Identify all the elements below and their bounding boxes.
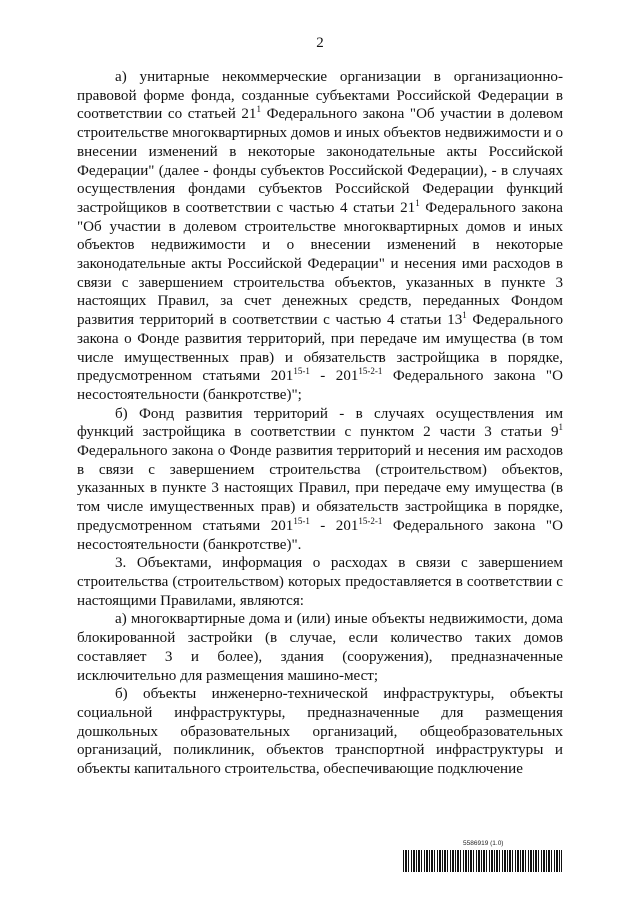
paragraph-3-objects [77, 554, 563, 610]
text-run: б) объекты инженерно-технической инфраструктуры, объекты социальной инфраструктуры, предназначенные для размещения дошкольных образовательных организаций, общеобразовательных организаций, поликлиник, объектов транспортной инфраструктуры и объекты капитального строительства, обеспечивающие подключение [77, 686, 563, 778]
paragraph-b-territory-fund [77, 405, 563, 555]
text-run: - 201 [309, 517, 359, 534]
text-run: Федерального закона "Об участии в долевом строительстве многоквартирных домов и иных объектов недвижимости и о внесении изменений в некоторые законодательные акты Российской Федерации" и несения ими расходов в связи с завершением строительства объектов, указанных в пункте 3 настоящих Правил, за счет денежных средств, переданных Фондом развития территорий в соответствии с частью 4 статьи 13 [77, 199, 563, 329]
text-run: Федерального закона о Фонде развития территорий, при передаче им имущества (в том числе имущественных прав) и обязательств застройщика в порядке, предусмотренном статьями 201 [77, 312, 563, 385]
superscript-index: 1 [256, 104, 261, 115]
superscript-index: 15-2-1 [358, 515, 383, 526]
barcode-image [403, 850, 562, 872]
superscript-index: 15-1 [293, 515, 310, 526]
text-run: б) Фонд развития территорий - в случаях осуществления им функций застройщика в соответствии с пунктом 2 части 3 статьи 9 [77, 405, 563, 441]
text-run: Федерального закона "О несостоятельности (банкротстве)". [77, 517, 563, 553]
superscript-index: 15-1 [293, 366, 310, 377]
text-run: 3. Объектами, информация о расходах в связи с завершением строительства (строительством) которых предоставляется в соответствии с настоящими Правилами, являются: [77, 555, 563, 609]
superscript-index: 1 [558, 422, 563, 433]
text-run: - 201 [309, 368, 359, 385]
text-run: а) многоквартирные дома и (или) иные объекты недвижимости, дома блокированной застройки (в случае, если количество таких домов составляет 3 и более), здания (сооружения), предназначенные исключительно для размещения машино-мест; [77, 611, 563, 684]
text-run: Федерального закона "О несостоятельности (банкротстве)"; [77, 368, 563, 403]
paragraph-3b-infrastructure [77, 685, 563, 779]
superscript-index: 1 [462, 310, 467, 321]
paragraph-a-unitary-funds [77, 68, 563, 405]
superscript-index: 1 [415, 197, 420, 208]
paragraph-3a-apartment-buildings [77, 610, 563, 685]
text-run: Федерального закона "Об участии в долевом строительстве многоквартирных домов и иных объектов недвижимости и о внесении изменений в некоторые законодательные акты Российской Федерации" (далее - фонды субъектов Российской Федерации), - в случаях осуществления фондами субъектов Российской Федерации функций застройщиков в соответствии с частью 4 статьи 21 [77, 106, 563, 216]
text-run: Федерального закона о Фонде развития территорий и несения им расходов в связи с завершением строительства (строительством) объектов, указанных в пункте 3 настоящих Правил, при передаче ему имущества (в том числе имущественных прав) и обязательств застройщика в порядке, предусмотренном статьями 201 [77, 443, 563, 534]
document-body [77, 68, 563, 779]
page-number: 2 [316, 35, 324, 51]
barcode-number: 5586919 (1.0) [463, 840, 504, 847]
text-run: а) унитарные некоммерческие организации в организационно-правовой форме фонда, созданные субъектами Российской Федерации в соответствии со статьей 21 [77, 69, 563, 123]
superscript-index: 15-2-1 [358, 366, 383, 377]
